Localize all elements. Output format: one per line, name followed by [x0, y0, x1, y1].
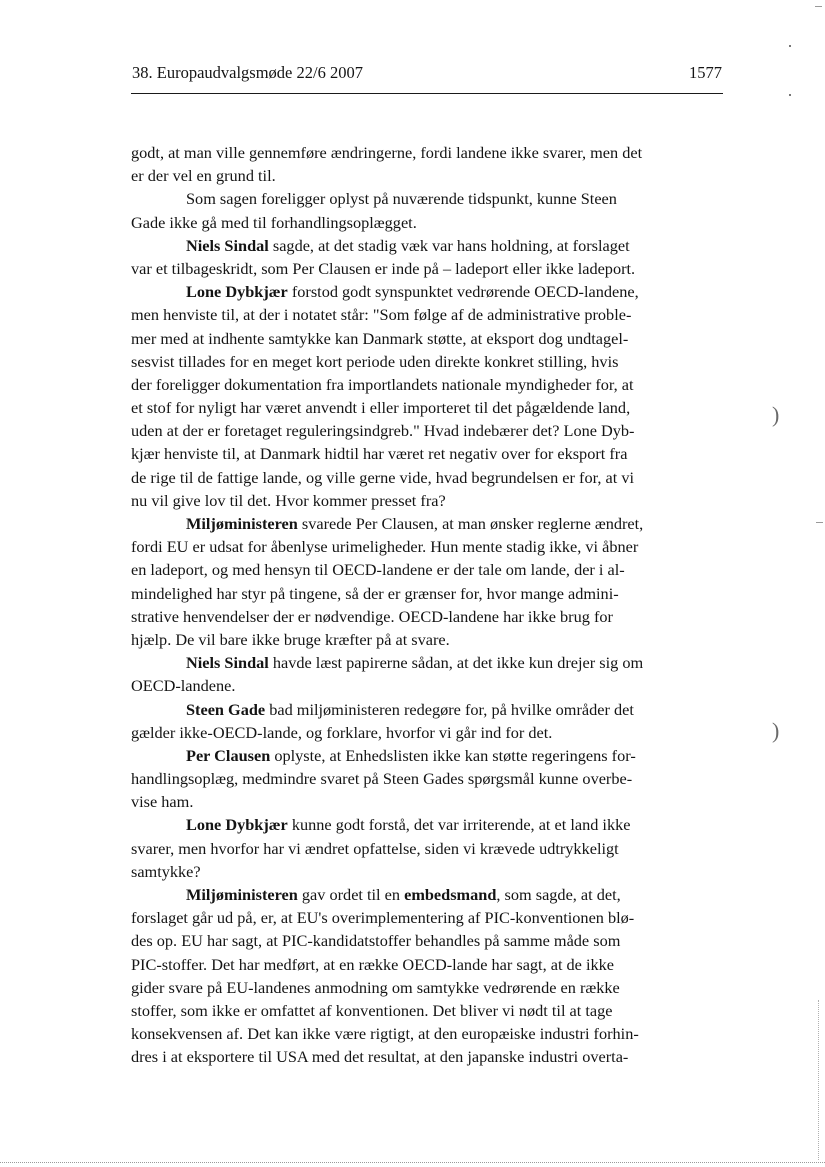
text-line	[131, 350, 727, 373]
line-text: er der vel en grund til.	[131, 166, 276, 186]
scan-edge	[818, 1000, 819, 1160]
line-text: des op. EU har sagt, at PIC-kandidatstoffer behandles på samme måde som	[131, 931, 621, 951]
speaker-name: Steen Gade	[186, 699, 266, 719]
line-text: konsekvensen af. Det kan ikke være rigtigt, at den europæiske industri forhin-	[131, 1024, 639, 1044]
text-line	[131, 883, 727, 906]
text-line	[131, 211, 727, 234]
text-line	[131, 953, 727, 976]
line-text: forslaget går ud på, er, at EU's overimplementering af PIC-konventionen blø-	[131, 908, 635, 928]
speaker-name: Niels Sindal	[186, 235, 269, 255]
line-text: uden at der er foretaget reguleringsindgreb." Hvad indebærer det? Lone Dyb-	[131, 421, 635, 441]
line-text: hjælp. De vil bare ikke bruge kræfter på at svare.	[131, 629, 450, 649]
line-text: Som sagen foreligger oplyst på nuværende tidspunkt, kunne Steen	[186, 189, 617, 209]
speaker-name: Miljøministeren	[186, 514, 298, 533]
line-text: forstod godt synspunktet vedrørende OECD-landene,	[287, 282, 639, 302]
line-text: strative henvendelser der er nødvendige. OECD-landene har ikke brug for	[131, 606, 613, 626]
text-line	[131, 628, 727, 651]
line-text: oplyste, at Enhedslisten ikke kan støtte regeringens for-	[270, 745, 636, 765]
line-text: sesvist tillades for en meget kort periode uden direkte konkret stilling, hvis	[131, 351, 619, 371]
line-text: , som sagde, at det,	[496, 885, 621, 904]
line-text: var et tilbageskridt, som Per Clausen er inde på – ladeport eller ikke ladeport.	[131, 258, 636, 278]
text-line	[131, 327, 727, 350]
text-line	[131, 489, 727, 512]
line-text: Gade ikke gå med til forhandlingsoplægget.	[131, 212, 417, 232]
text-line	[131, 698, 727, 721]
text-line	[131, 860, 727, 883]
text-line	[131, 674, 727, 697]
page-header	[132, 62, 722, 84]
line-text: handlingsoplæg, medmindre svaret på Steen Gades spørgsmål kunne overbe-	[131, 769, 633, 789]
speaker-name: Lone Dybkjær	[186, 282, 288, 302]
line-text: men henviste til, at der i notatet står: "Som følge af de administrative proble-	[131, 305, 632, 325]
text-line	[131, 744, 727, 767]
line-text: svarer, men hvorfor har vi ændret opfattelse, siden vi krævede udtrykkeligt	[131, 838, 619, 858]
line-text: gælder ikke-OECD-lande, og forklare, hvorfor vi går ind for det.	[131, 722, 553, 742]
line-text: OECD-landene.	[131, 676, 236, 696]
margin-mark: )	[772, 718, 780, 743]
text-line	[131, 396, 727, 419]
scan-speck	[789, 45, 791, 47]
text-line	[131, 767, 727, 790]
line-text: PIC-stoffer. Det har medført, at en række OECD-lande har sagt, at de ikke	[131, 954, 615, 974]
line-text: et stof for nyligt har været anvendt i eller importeret til det pågældende land,	[131, 398, 631, 418]
page-number: 1577	[689, 63, 722, 82]
line-text: mindelighed har styr på tingene, så der er grænser for, hvor mange admini-	[131, 583, 619, 603]
speaker-name: Niels Sindal	[186, 653, 269, 673]
line-text: godt, at man ville gennemføre ændringerne, fordi landene ikke svarer, men det	[131, 143, 643, 162]
scan-speck	[816, 522, 823, 523]
text-line	[131, 303, 727, 326]
text-line	[131, 837, 727, 860]
text-line	[131, 651, 727, 674]
speaker-name: Lone Dybkjær	[186, 815, 288, 835]
text-line	[131, 234, 727, 257]
text-line	[131, 280, 727, 303]
text-line	[131, 605, 727, 628]
line-text: samtykke?	[131, 861, 201, 881]
text-line	[131, 976, 727, 999]
line-text: bad miljøministeren redegøre for, på hvilke områder det	[265, 699, 634, 719]
text-line	[131, 582, 727, 605]
line-text: gav ordet til en	[297, 885, 405, 904]
text-line	[131, 558, 727, 581]
line-text: fordi EU er udsat for åbenlyse urimeligheder. Hun mente stadig ikke, vi åbner	[131, 537, 639, 557]
text-line	[131, 999, 727, 1022]
text-line	[131, 164, 727, 187]
text-line	[131, 813, 727, 836]
text-line	[131, 187, 727, 210]
text-line	[131, 257, 727, 280]
text-line	[131, 419, 727, 442]
line-text: havde læst papirerne sådan, at det ikke kun drejer sig om	[268, 653, 644, 673]
speaker-name: Per Clausen	[186, 745, 271, 765]
text-line	[131, 1022, 727, 1045]
text-line	[131, 512, 727, 535]
margin-mark: )	[772, 402, 780, 427]
line-text: de rige til de fattige lande, og ville gerne vide, hvad begrundelsen er for, at vi	[131, 467, 634, 487]
speaker-name: embedsmand	[404, 885, 497, 904]
text-line	[131, 535, 727, 558]
text-line	[131, 721, 727, 744]
header-title: 38. Europaudvalgsmøde 22/6 2007	[132, 63, 363, 82]
text-line	[131, 442, 727, 465]
line-text: vise ham.	[131, 792, 194, 812]
scan-edge	[0, 1162, 825, 1163]
text-line	[131, 906, 727, 929]
line-text: mer med at indhente samtykke kan Danmark støtte, at eksport dog undtagel-	[131, 328, 629, 348]
text-line	[131, 141, 727, 164]
line-text: sagde, at det stadig væk var hans holdning, at forslaget	[268, 235, 630, 255]
text-line	[131, 929, 727, 952]
text-line	[131, 1045, 727, 1068]
text-line	[131, 466, 727, 489]
text-line	[131, 373, 727, 396]
line-text: dres i at eksportere til USA med det resultat, at den japanske industri overta-	[131, 1047, 629, 1067]
text-line	[131, 790, 727, 813]
line-text: kunne godt forstå, det var irriterende, at et land ikke	[287, 815, 631, 835]
scan-speck	[815, 6, 822, 7]
line-text: der foreligger dokumentation fra importlandets nationale myndigheder for, at	[131, 374, 634, 394]
header-rule	[131, 93, 723, 94]
scan-speck	[789, 94, 791, 96]
speaker-name: Miljøministeren	[186, 885, 298, 904]
line-text: stoffer, som ikke er omfattet af konventionen. Det bliver vi nødt til at tage	[131, 1000, 613, 1020]
line-text: en ladeport, og med hensyn til OECD-landene er der tale om lande, der i al-	[131, 560, 625, 580]
line-text: svarede Per Clausen, at man ønsker reglerne ændret,	[297, 514, 644, 533]
body-text	[131, 141, 727, 1069]
line-text: kjær henviste til, at Danmark hidtil har været ret negativ over for eksport fra	[131, 444, 628, 464]
line-text: gider svare på EU-landenes anmodning om samtykke vedrørende en række	[131, 977, 620, 997]
line-text: nu vil give lov til det. Hvor kommer presset fra?	[131, 490, 446, 510]
